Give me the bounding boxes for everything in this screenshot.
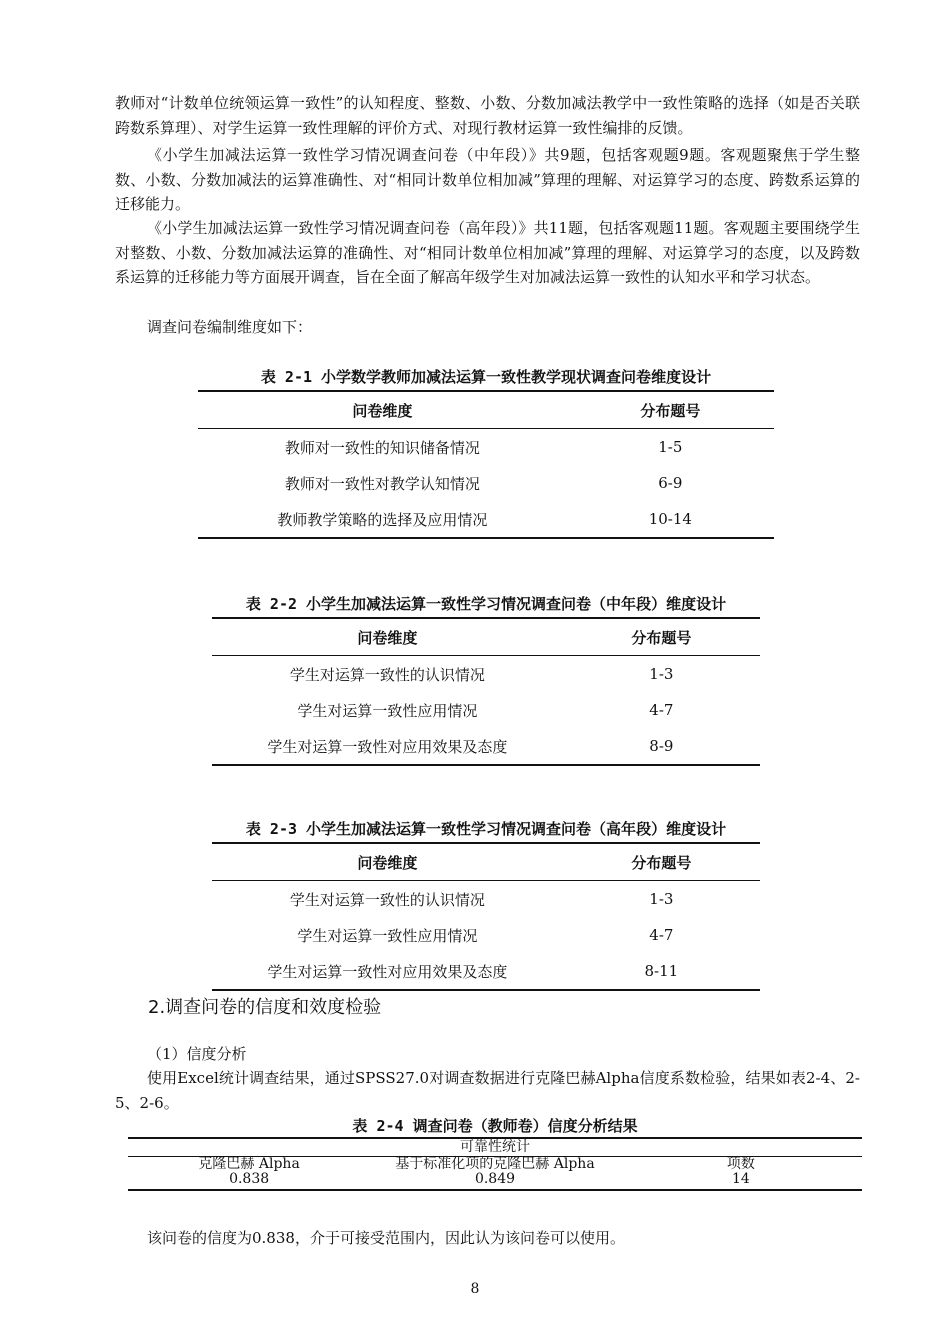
section-heading: 2.调查问卷的信度和效度检验	[148, 997, 382, 1018]
table-row	[198, 501, 774, 538]
table3	[212, 842, 760, 991]
table1-cell: 10-14	[648, 510, 692, 528]
table2-cell: 学生对运算一致性的认识情况	[289, 665, 485, 684]
table-row	[212, 917, 760, 953]
table-header-row	[198, 391, 774, 429]
spss-paragraph: 使用Excel统计调查结果，通过SPSS27.0对调查数据进行克隆巴赫Alpha信度系数检验，结果如表2-4、2-5、2-6。	[115, 1069, 860, 1112]
table3-header-numbers: 分布题号	[563, 843, 760, 881]
high-grade-paragraph: 《小学生加减法运算一致性学习情况调查问卷（高年段）》共11题，包括客观题11题。客观题主要围绕学生对整数、小数、分数加减法运算的准确性、对“相同计数单位相加减”算理的理解、对运算学习的态度，以及跨数系运算的迁移能力等方面展开调查，旨在全面了解高年级学生对加减法运算一致性的认知水平和学习状态。	[115, 219, 860, 286]
table4-header-items: 项数	[726, 1156, 755, 1172]
dimensions-intro: 调查问卷编制维度如下：	[147, 318, 313, 336]
table-row	[212, 953, 760, 990]
table-header-row	[212, 843, 760, 881]
sub-heading: （1）信度分析	[147, 1045, 247, 1063]
table-header-row	[128, 1157, 862, 1173]
table2-header-numbers: 分布题号	[563, 618, 760, 656]
table1-cell: 教师对一致性的知识储备情况	[284, 438, 480, 457]
table4-group-header: 可靠性统计	[128, 1138, 862, 1157]
table-row	[198, 465, 774, 501]
table4-cell: 0.849	[370, 1172, 620, 1190]
table2-cell: 4-7	[649, 701, 674, 719]
table3-cell: 学生对运算一致性对应用效果及态度	[267, 962, 508, 981]
table1-header-dimension: 问卷维度	[198, 391, 567, 429]
table4-header-alpha: 克隆巴赫 Alpha	[198, 1156, 300, 1172]
intro-paragraph: 教师对“计数单位统领运算一致性”的认知程度、整数、小数、分数加减法教学中一致性策略的选择（如是否关联跨数系算理）、对学生运算一致性理解的评价方式、对现行教材运算一致性编排的反馈。	[115, 94, 860, 137]
table2-cell: 学生对运算一致性应用情况	[297, 701, 478, 720]
table-row	[198, 429, 774, 466]
table1-header-numbers: 分布题号	[567, 391, 774, 429]
table3-cell: 学生对运算一致性应用情况	[297, 926, 478, 945]
table2-cell: 1-3	[649, 665, 674, 683]
table3-cell: 1-3	[649, 890, 674, 908]
table2	[212, 617, 760, 766]
table4	[128, 1137, 862, 1191]
table3-cell: 学生对运算一致性的认识情况	[289, 890, 485, 909]
table-row	[212, 692, 760, 728]
table4-group-row	[128, 1138, 862, 1157]
table3-cell: 8-11	[644, 962, 679, 980]
page-number: 8	[470, 1281, 480, 1297]
table1-cell: 教师教学策略的选择及应用情况	[277, 510, 488, 529]
table1-cell: 6-9	[658, 474, 683, 492]
table2-caption: 表 2-2 小学生加减法运算一致性学习情况调查问卷（中年段）维度设计	[245, 595, 727, 613]
table4-header-std-alpha: 基于标准化项的克隆巴赫 Alpha	[395, 1156, 595, 1172]
table3-cell: 4-7	[649, 926, 674, 944]
table2-header-dimension: 问卷维度	[212, 618, 563, 656]
table-header-row	[212, 618, 760, 656]
table3-caption: 表 2-3 小学生加减法运算一致性学习情况调查问卷（高年段）维度设计	[245, 820, 727, 838]
table3-header-dimension: 问卷维度	[212, 843, 563, 881]
table4-cell: 14	[620, 1172, 862, 1190]
table-row	[212, 881, 760, 918]
table1-caption: 表 2-1 小学数学教师加减法运算一致性教学现状调查问卷维度设计	[260, 368, 712, 386]
table-row	[128, 1172, 862, 1190]
table-row	[212, 656, 760, 693]
table-row	[212, 728, 760, 765]
table1-cell: 1-5	[658, 438, 683, 456]
table2-cell: 8-9	[649, 737, 674, 755]
table1-cell: 教师对一致性对教学认知情况	[284, 474, 480, 493]
table4-caption: 表 2-4 调查问卷（教师卷）信度分析结果	[352, 1117, 638, 1135]
mid-grade-paragraph: 《小学生加减法运算一致性学习情况调查问卷（中年段）》共9题，包括客观题9题。客观题聚焦于学生整数、小数、分数加减法的运算准确性、对“相同计数单位相加减”算理的理解、对运算学习的态度、跨数系运算的迁移能力。	[115, 146, 860, 213]
conclusion-paragraph: 该问卷的信度为0.838，介于可接受范围内，因此认为该问卷可以使用。	[147, 1229, 625, 1247]
table1	[198, 390, 774, 539]
table2-cell: 学生对运算一致性对应用效果及态度	[267, 737, 508, 756]
table4-cell: 0.838	[128, 1172, 370, 1190]
